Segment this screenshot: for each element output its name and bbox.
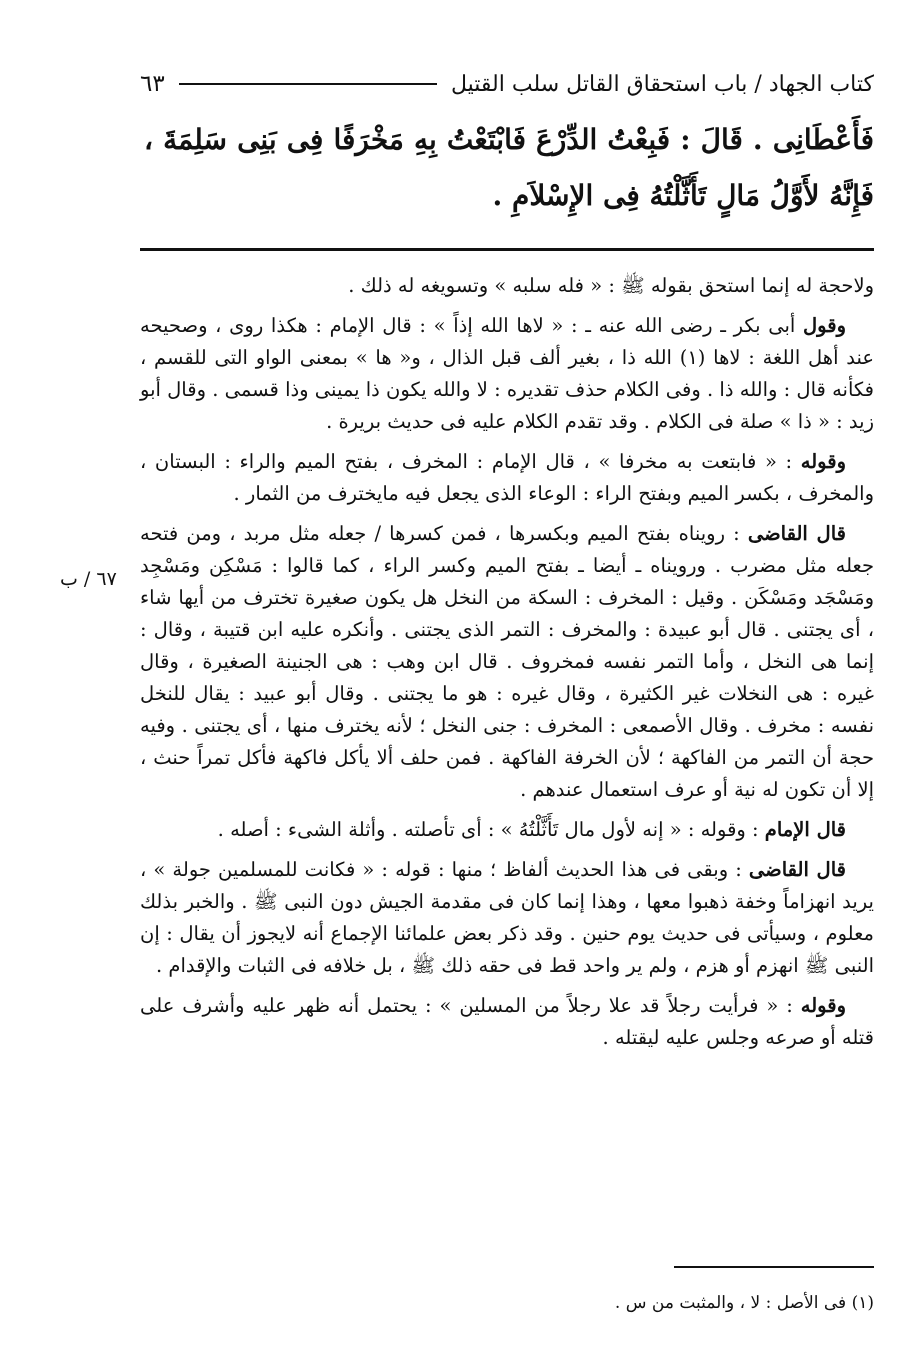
footnote-rule: [674, 1266, 874, 1268]
hadith-text: فَأَعْطَانِى . قَالَ : فَبِعْتُ الدِّرْعَ فَابْتَعْتُ بِهِ مَخْرَفًا فِى بَنِى سَلِمَةَ ، فَإِنَّهُ لأَوَّلُ مَالٍ تَأَثَّلْتُهُ فِى الإِسْلاَمِ .: [144, 123, 874, 212]
commentary-paragraph: [140, 310, 874, 438]
paragraph-text: : « فرأيت رجلاً قد علا رجلاً من المسلين » : يحتمل أنه ظهر عليه وأشرف على قتله أو صرعه وجلس عليه ليقتله .: [140, 994, 874, 1049]
footnote: (١) فى الأصل : لا ، والمثبت من س .: [614, 1293, 874, 1313]
paragraph-lead: وقوله: [800, 450, 846, 473]
paragraph-text: : « فابتعت به مخرفا » ، قال الإمام : المخرف ، بفتح الميم والراء : البستان ، والمخرف ، بكسر الميم وبفتح الراء : الوعاء الذى يجعل فيه مايخترف من الثمار .: [140, 450, 874, 505]
header-rule: [179, 83, 437, 85]
paragraph-lead: وقول: [803, 314, 846, 337]
paragraph-lead: وقوله: [800, 994, 846, 1017]
manuscript-folio-note: ٦٧ / ب: [60, 568, 117, 590]
commentary-paragraph: [140, 446, 874, 510]
paragraph-lead: قال القاضى: [748, 858, 846, 881]
commentary-paragraph: [140, 990, 874, 1054]
paragraph-text: : وقوله : « إنه لأول مال تَأَثَّلْتُهُ » : أى تأصلته . وأثلة الشىء : أصله .: [217, 818, 765, 841]
commentary-paragraph: [140, 270, 874, 302]
hadith-text-block: [144, 112, 874, 224]
commentary-block: [140, 270, 874, 1062]
commentary-paragraph: [140, 518, 874, 806]
paragraph-text: ولاحجة له إنما استحق بقوله ﷺ : « فله سلبه » وتسويغه له ذلك .: [348, 274, 874, 297]
running-header: [140, 66, 874, 102]
chapter-title: كتاب الجهاد / باب استحقاق القاتل سلب القتيل: [450, 71, 874, 97]
paragraph-lead: قال الإمام: [764, 818, 846, 841]
page-number: ٦٣: [140, 71, 165, 97]
paragraph-lead: قال القاضى: [747, 522, 846, 545]
commentary-paragraph: [140, 814, 874, 846]
separator-rule: [140, 248, 874, 251]
paragraph-text: أبى بكر ـ رضى الله عنه ـ : « لاها الله إذاً » : قال الإمام : هكذا روى ، وصحيحه عند أهل اللغة : لاها (١) الله ذا ، بغير ألف قبل الذال ، و« ها » بمعنى الواو التى للقسم ، فكأنه قال : والله ذا . وفى الكلام حذف تقديره : لا والله يكون ذا يمينى وذا قسمى . وقال أبو زيد : « ذا » صلة فى الكلام . وقد تقدم الكلام عليه فى حديث بريرة .: [140, 314, 875, 433]
paragraph-text: : رويناه بفتح الميم وبكسرها ، فمن كسرها / جعله مثل مربد ، ومن فتحه جعله مثل مضرب . ورويناه ـ أيضا ـ بفتح الميم وكسر الراء ، كما قالوا : مَسْكِن ومَسْجِد ومَسْجَد ومَسْكَن . وقيل : المخرف : السكة من النخل هل يكون صغيرة تخترف من أيها شاء ، أى يجتنى . قال أبو عبيدة : والمخرف : التمر الذى يجتنى . وأنكره عليه ابن قتيبة ، وقال : إنما هى النخل ، وأما التمر نفسه فمخروف . قال ابن وهب : هى الجنينة الصغيرة ، وقال غيره : هى النخلات غير الكثيرة ، وقال غيره : هو ما يجتنى . وقال أبو عبيد : يقال للنخل نفسه : مخرف . وقال الأصمعى : المخرف : جنى النخل ؛ لأنه يخترف منها ، أى يجتنى . وفيه حجة أن التمر من الفاكهة ؛ لأن الخرفة الفاكهة . فمن حلف ألا يأكل فاكهة فأكل تمراً حنث ، إلا أن تكون له نية أو عرف استعمال عندهم .: [140, 522, 875, 801]
paragraph-text: : وبقى فى هذا الحديث ألفاظ ؛ منها : قوله : « فكانت للمسلمين جولة » ، يريد انهزاماً وخفة ذهبوا معها ، وهذا إنما كان فى مقدمة الجيش دون النبى ﷺ . والخبر بذلك معلوم ، وسيأتى فى حديث يوم حنين . وقد ذكر بعض علمائنا الإجماع أنه لايجوز أن يقال : إن النبى ﷺ انهزم أو هزم ، ولم ير واحد قط فى حقه ذلك ﷺ ، بل خلافه فى الثبات والإقدام .: [140, 858, 874, 977]
commentary-paragraph: [140, 854, 874, 982]
